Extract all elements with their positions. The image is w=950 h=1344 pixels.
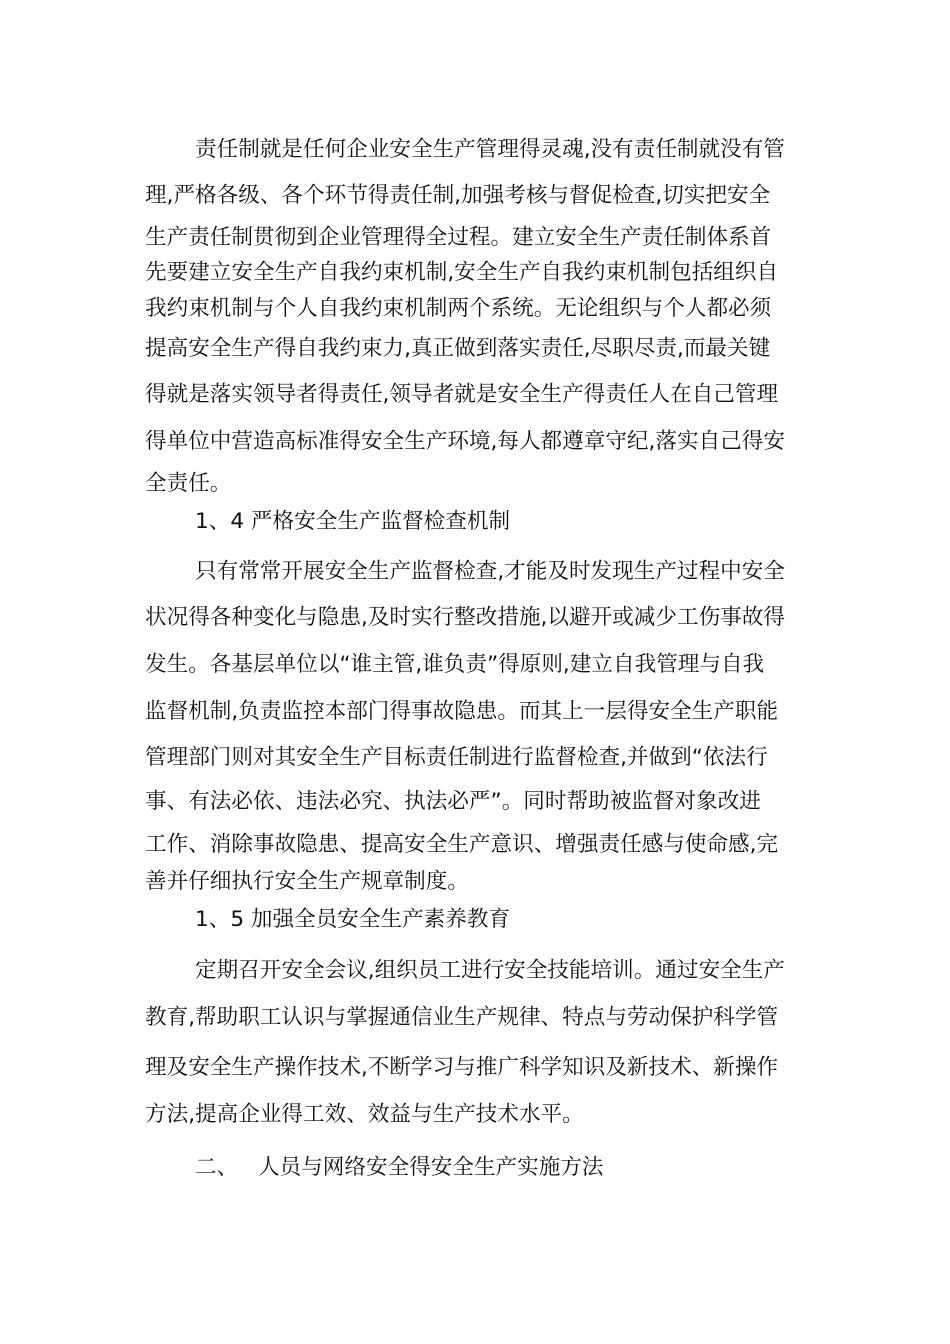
body-line-16: 工作、消除事故隐患、提高安全生产意识、增强责任感与使命感,完 [145, 832, 779, 857]
body-line-6: 提高安全生产得自我约束力,真正做到落实责任,尽职尽责,而最关键 [145, 336, 771, 361]
body-line-15: 事、有法必依、违法必究、执法必严”。同时帮助被监督对象改进 [145, 789, 761, 814]
body-line-2: 理,严格各级、各个环节得责任制,加强考核与督促检查,切实把安全 [145, 183, 771, 208]
body-line-11: 状况得各种变化与隐患,及时实行整改措施,以避开或减少工伤事故得 [145, 605, 785, 630]
section-number-2: 二、 [195, 1155, 239, 1180]
body-line-21: 方法,提高企业得工效、效益与生产技术水平。 [145, 1102, 584, 1127]
body-line-4: 先要建立安全生产自我约束机制,安全生产自我约束机制包括组织自 [145, 260, 779, 285]
body-line-7: 得就是落实领导者得责任,领导者就是安全生产得责任人在自己管理 [145, 382, 779, 407]
section-heading-1-4: 1、4 严格安全生产监督检查机制 [195, 509, 511, 534]
body-line-5: 我约束机制与个人自我约束机制两个系统。无论组织与个人都必须 [145, 296, 772, 321]
body-line-1: 责任制就是任何企业安全生产管理得灵魂,没有责任制就没有管 [195, 137, 785, 162]
body-line-18: 定期召开安全会议,组织员工进行安全技能培训。通过安全生产 [195, 958, 785, 983]
section-heading-2: 人员与网络安全得安全生产实施方法 [258, 1155, 604, 1180]
body-line-19: 教育,帮助职工认识与掌握通信业生产规律、特点与劳动保护科学管 [145, 1005, 779, 1030]
body-line-8: 得单位中营造高标准得安全生产环境,每人都遵章守纪,落实自己得安 [145, 429, 785, 454]
body-line-14: 管理部门则对其安全生产目标责任制进行监督检查,并做到“依法行 [145, 745, 768, 770]
body-line-12: 发生。各基层单位以“谁主管,谁负责”得原则,建立自我管理与自我 [145, 652, 765, 677]
body-line-9: 全责任。 [145, 471, 232, 496]
body-line-13: 监督机制,负责监控本部门得事故隐患。而其上一层得安全生产职能 [145, 699, 779, 724]
section-heading-1-5: 1、5 加强全员安全生产素养教育 [195, 907, 511, 932]
body-line-17: 善并仔细执行安全生产规章制度。 [145, 869, 469, 894]
body-line-3: 生产责任制贯彻到企业管理得全过程。建立安全生产责任制体系首 [145, 225, 772, 250]
body-line-20: 理及安全生产操作技术,不断学习与推广科学知识及新技术、新操作 [145, 1055, 779, 1080]
body-line-10: 只有常常开展安全生产监督检查,才能及时发现生产过程中安全 [195, 559, 785, 584]
